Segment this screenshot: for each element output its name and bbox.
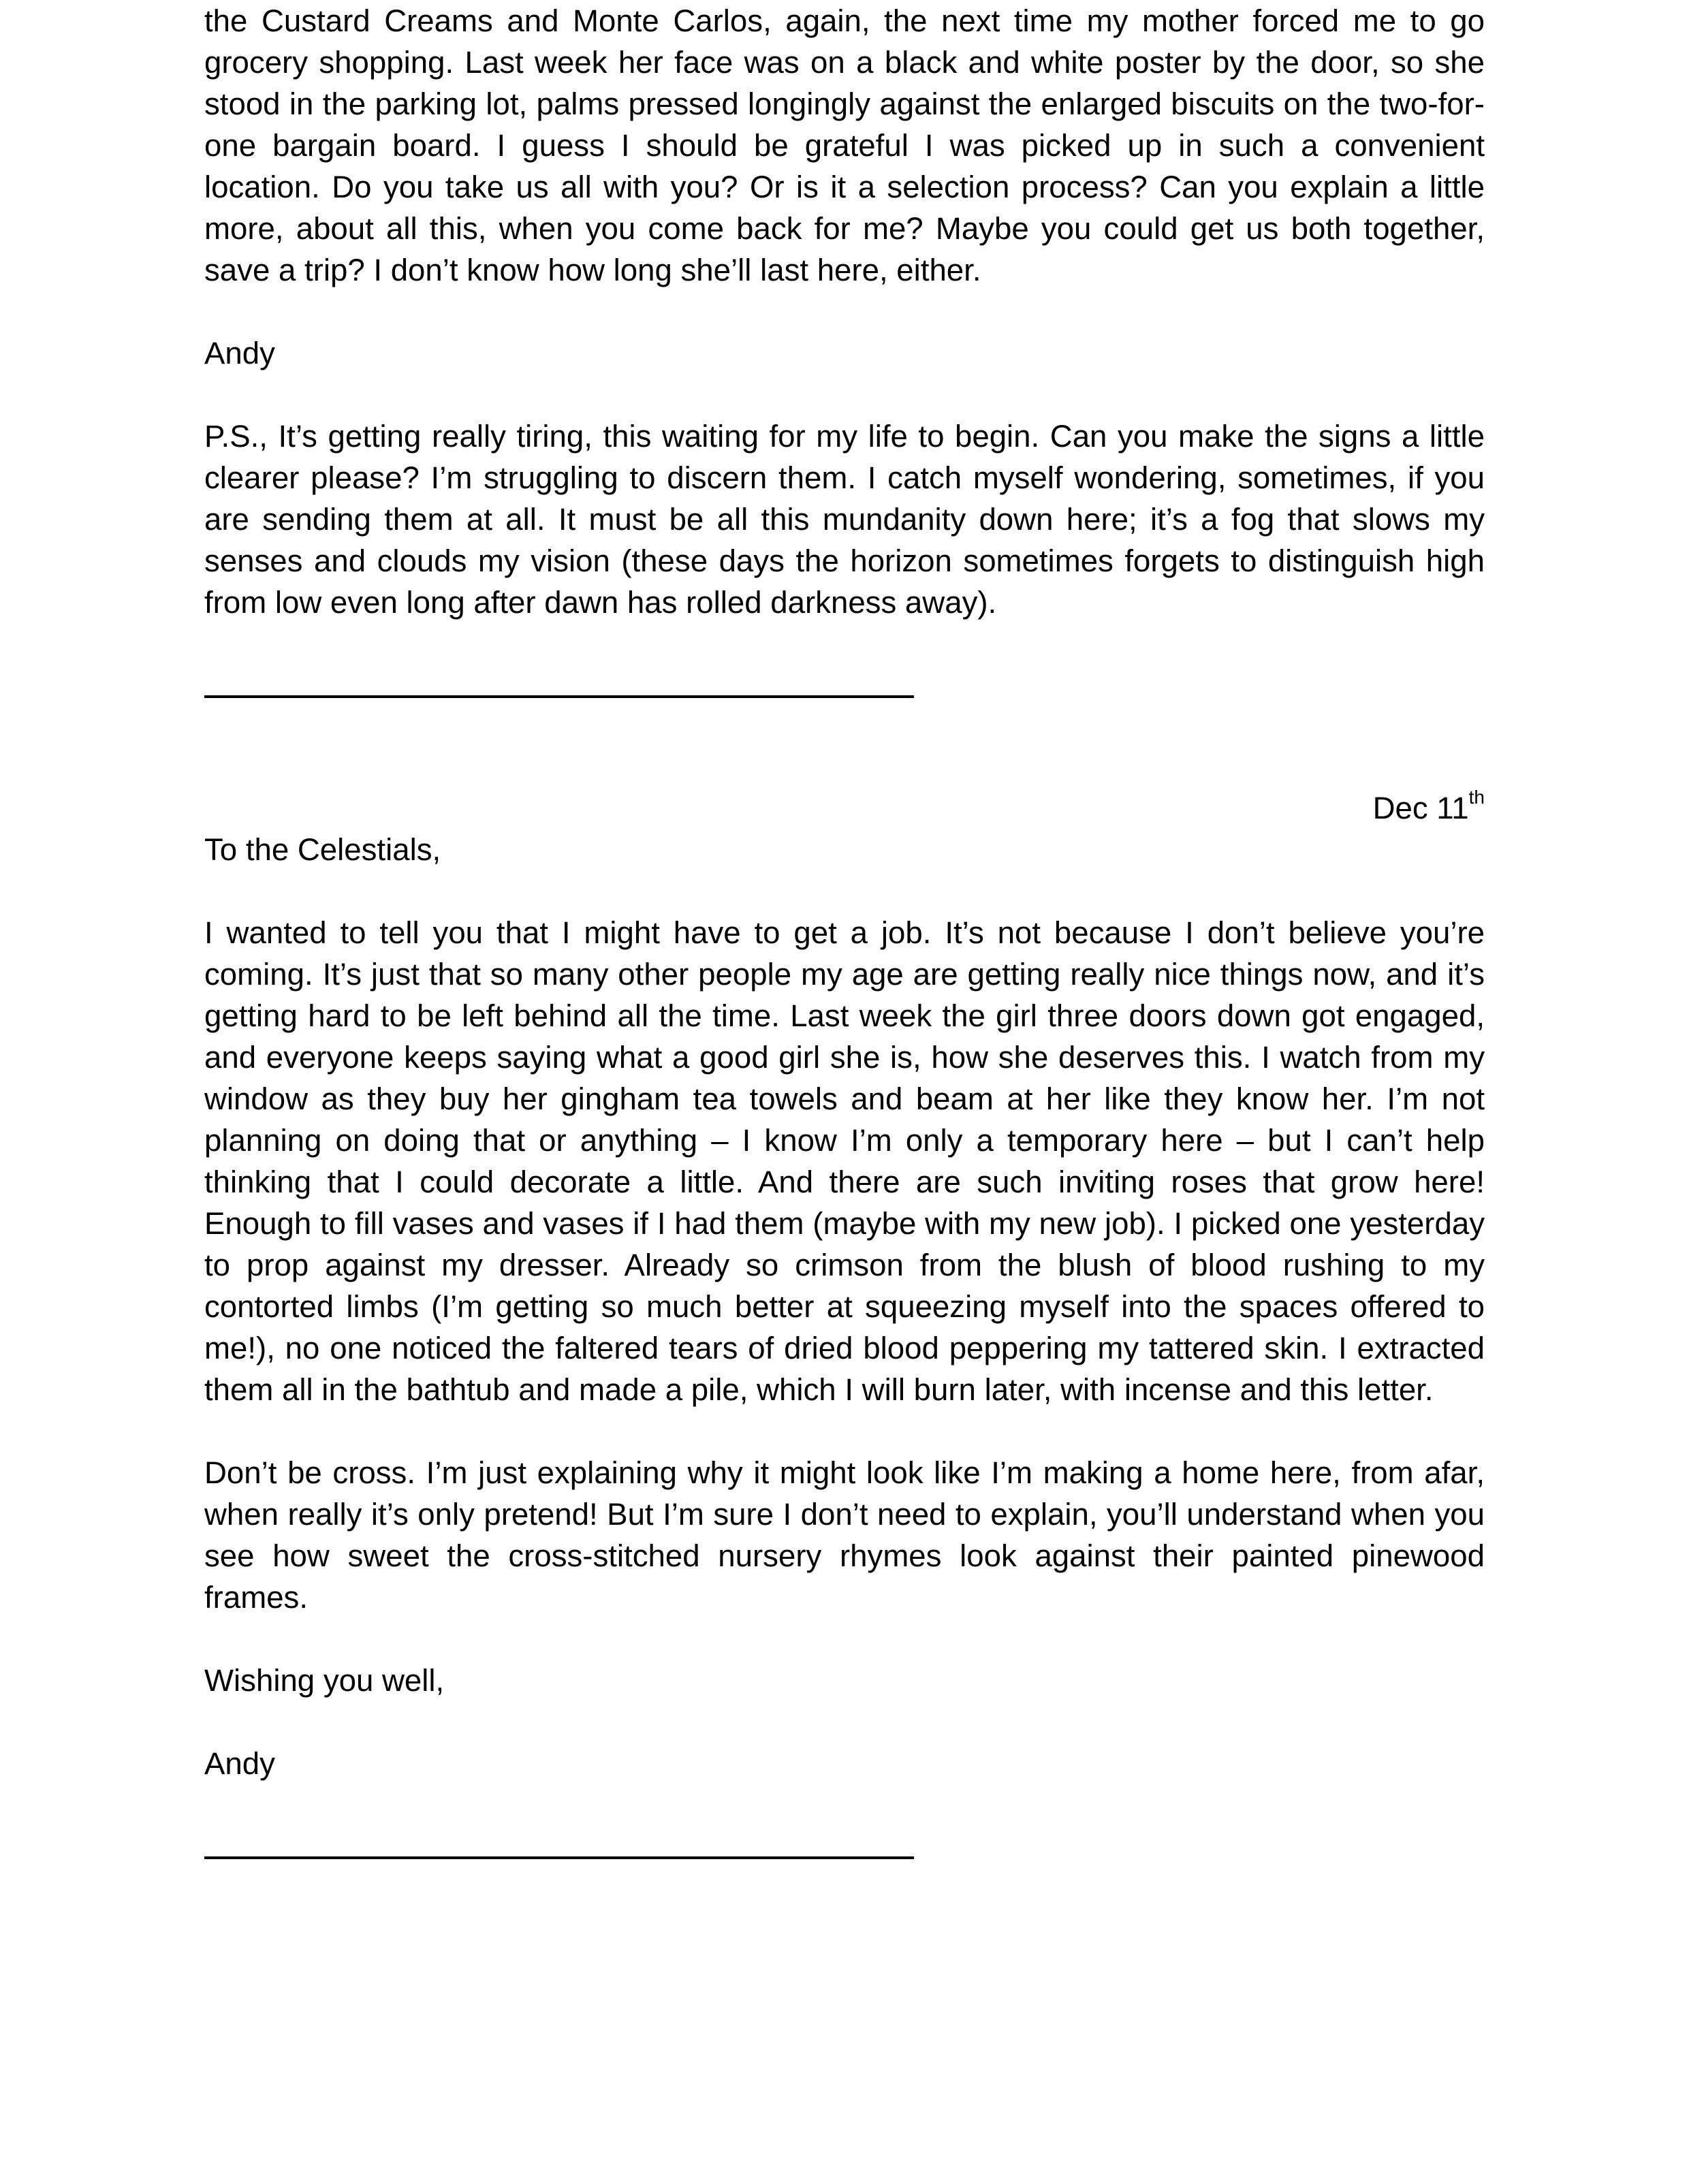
section-divider-2 [204, 1856, 914, 1859]
letter2-paragraph-1: I wanted to tell you that I might have to get a job. It’s not because I don’t believe you’re coming. It’s just that so many other people my age are getting really nice things now, and it’s getting hard to be left behind all the time. Last week the girl three doors down got engaged, and everyone keeps saying what a good girl she is, how she deserves this. I watch from my window as they buy her gingham tea towels and beam at her like they know her. I’m not planning on doing that or anything – I know I’m only a temporary here – but I can’t help thinking that I could decorate a little. And there are such inviting roses that grow here! Enough to fill vases and vases if I had them (maybe with my new job). I picked one yesterday to prop against my dresser. Already so crimson from the blush of blood rushing to my contorted limbs (I’m getting so much better at squeezing myself into the spaces offered to me!), no one noticed the faltered tears of dried blood peppering my tattered skin. I extracted them all in the bathtub and made a pile, which I will burn later, with incense and this letter. [204, 915, 1485, 1407]
letter2-closing: Wishing you well, [204, 1663, 445, 1698]
date-text: Dec 11 [1372, 791, 1469, 825]
document-page [204, 0, 1485, 1859]
spacer [204, 870, 1485, 912]
spacer [204, 1410, 1485, 1452]
letter1-signature: Andy [204, 336, 275, 370]
spacer [204, 374, 1485, 415]
letter2-date [204, 787, 1485, 829]
spacer [204, 623, 1485, 695]
date-suffix: th [1468, 787, 1485, 808]
letter2-signature: Andy [204, 1746, 275, 1781]
spacer [204, 291, 1485, 332]
spacer [204, 1701, 1485, 1743]
letter1-postscript: P.S., It’s getting really tiring, this waiting for my life to begin. Can you make the signs a little clearer please? I’m struggling to discern them. I catch myself wondering, sometimes, if you are sending them at all. It must be all this mundanity down here; it’s a fog that slows my senses and clouds my vision (these days the horizon sometimes forgets to distinguish high from low even long after dawn has rolled darkness away). [204, 419, 1485, 620]
letter2-paragraph-2: Don’t be cross. I’m just explaining why it might look like I’m making a home here, from afar, when really it’s only pretend! But I’m sure I don’t need to explain, you’ll understand when you see how sweet the cross-stitched nursery rhymes look against their painted pinewood frames. [204, 1455, 1485, 1615]
letter2-salutation: To the Celestials, [204, 832, 441, 867]
spacer [204, 698, 1485, 787]
spacer [204, 1618, 1485, 1660]
spacer [204, 1784, 1485, 1856]
letter1-paragraph-continued: the Custard Creams and Monte Carlos, again, the next time my mother forced me to go grocery shopping. Last week her face was on a black and white poster by the door, so she stood in the parking lot, palms pressed longingly against the enlarged biscuits on the two-for-one bargain board. I guess I should be grateful I was picked up in such a convenient location. Do you take us all with you? Or is it a selection process? Can you explain a little more, about all this, when you come back for me? Maybe you could get us both together, save a trip? I don’t know how long she’ll last here, either. [204, 3, 1485, 287]
